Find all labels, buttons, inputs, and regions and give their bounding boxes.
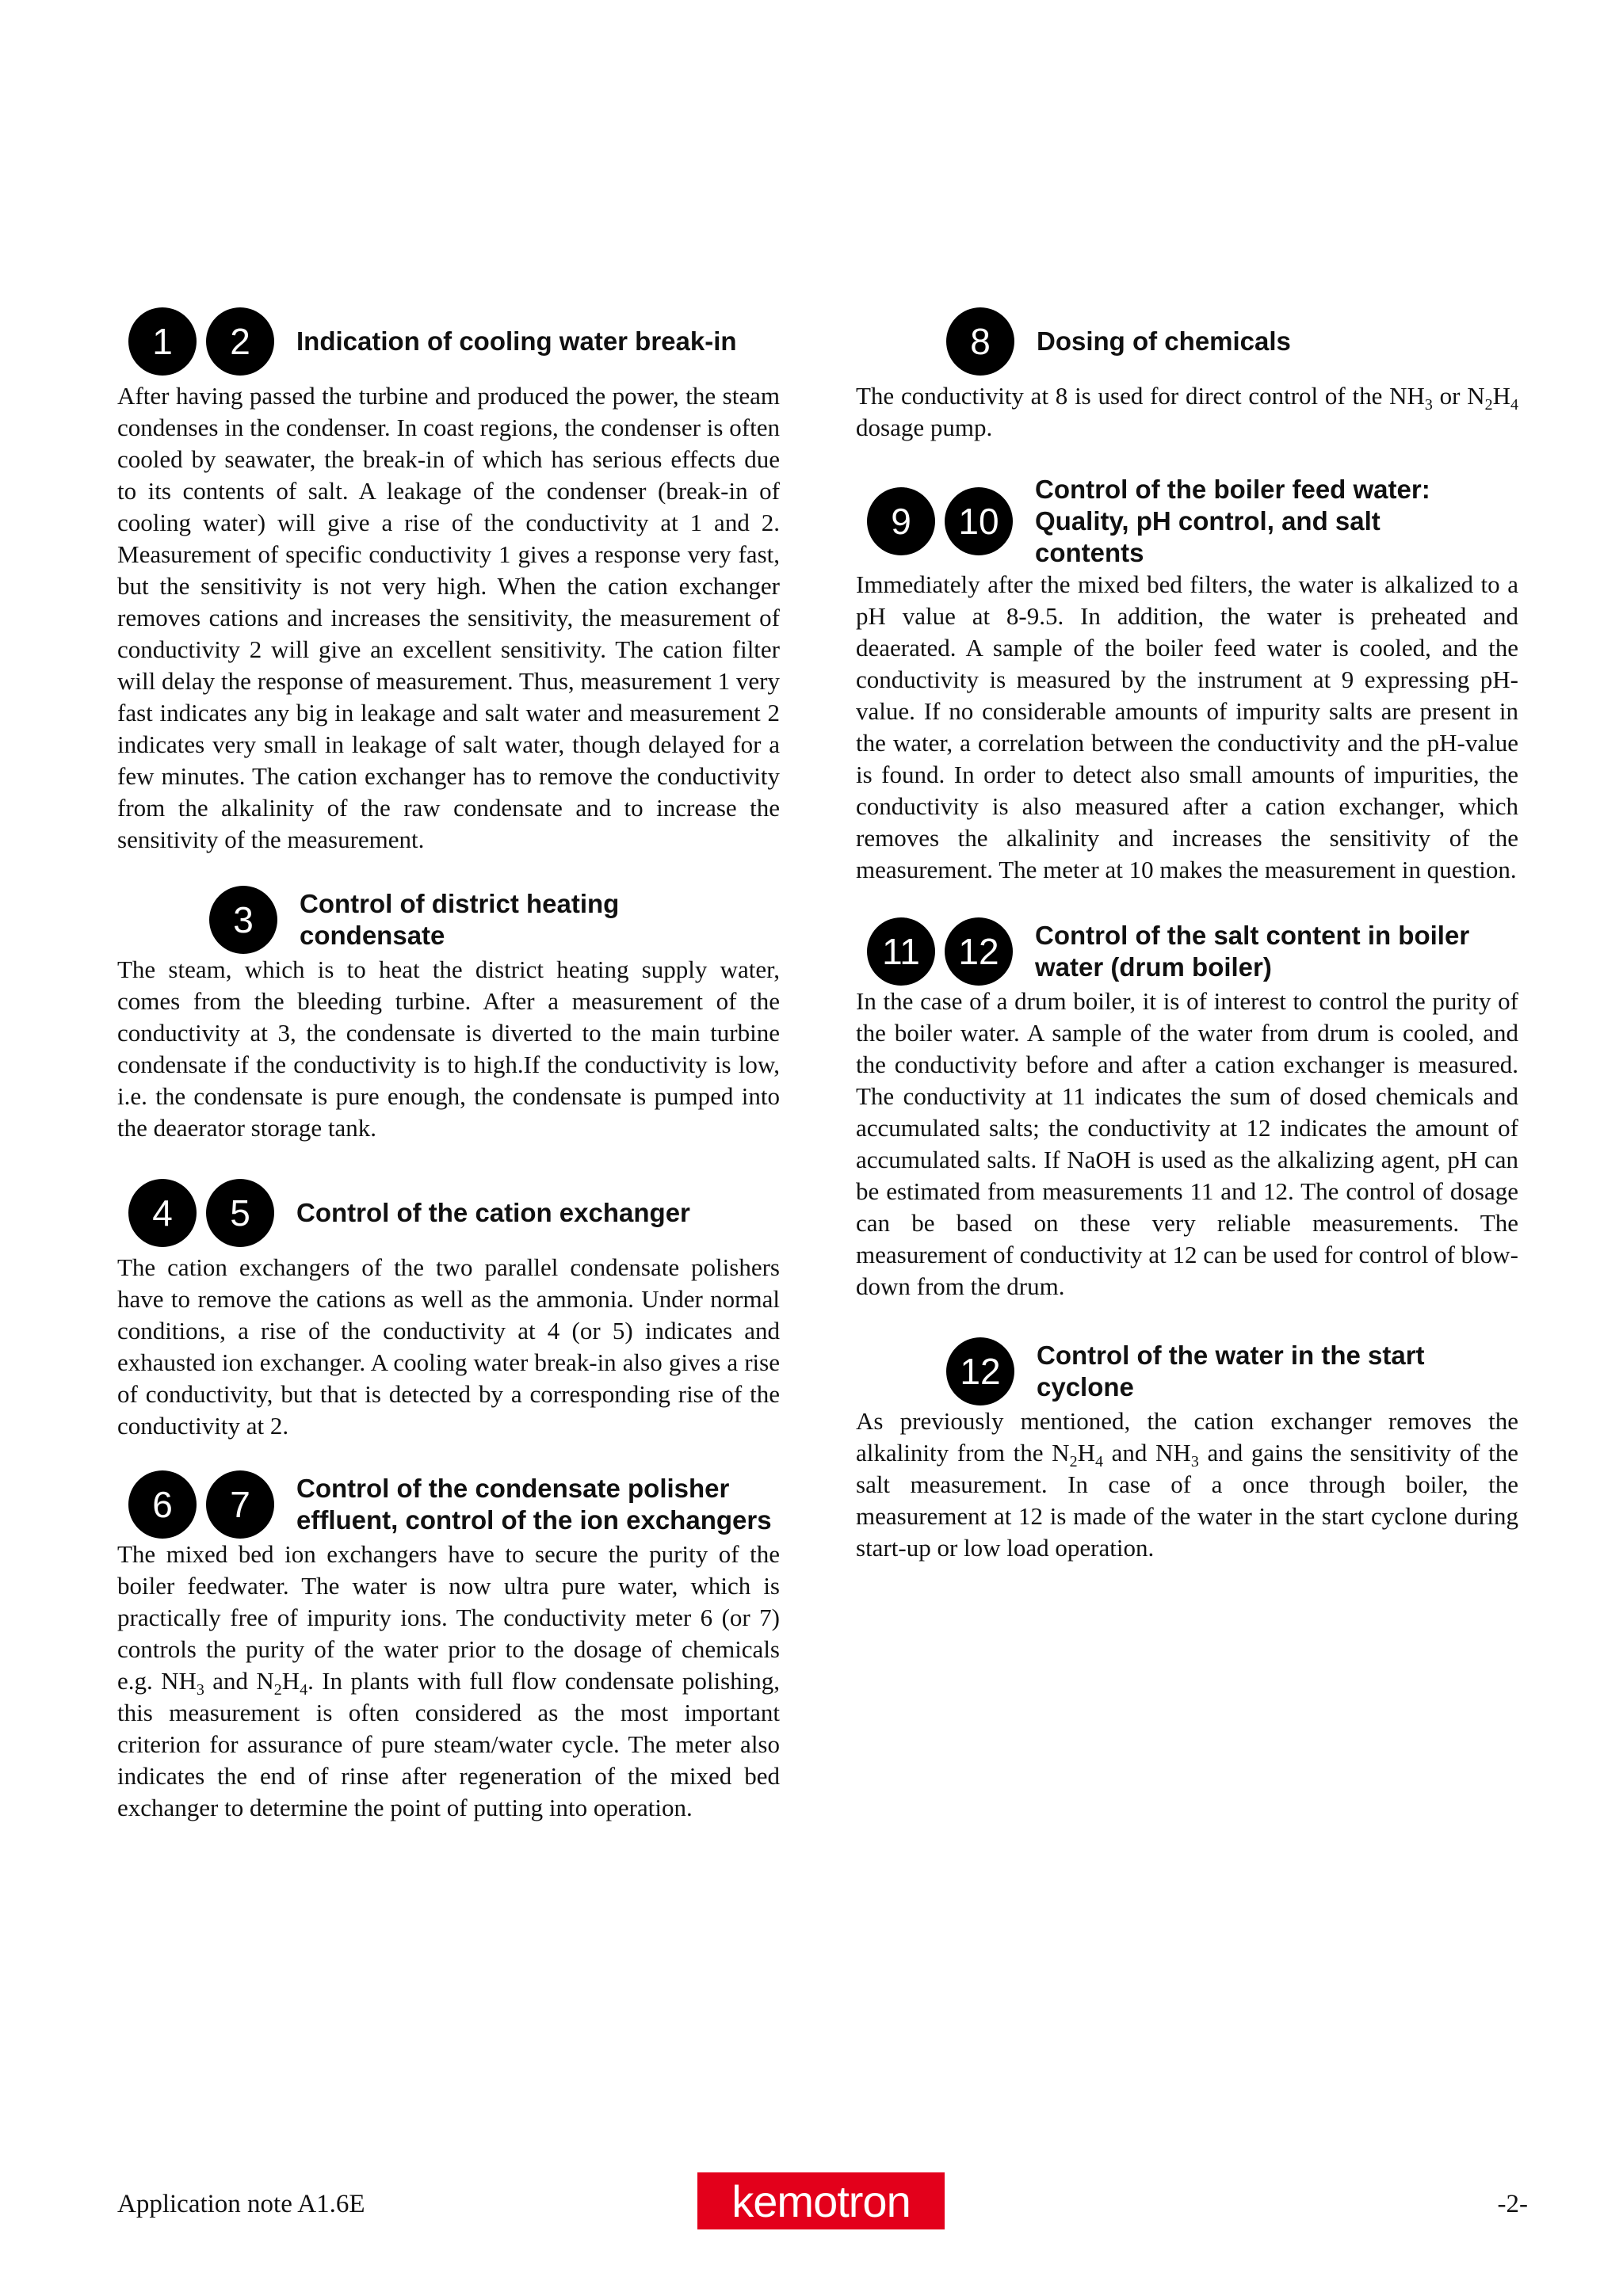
number-badge-12: 12 [946, 1337, 1014, 1405]
badge-group [209, 886, 287, 954]
section-feed-water [867, 474, 1518, 569]
badge-group [128, 307, 284, 376]
section-heading [128, 1470, 780, 1539]
number-badge-7: 7 [206, 1470, 274, 1539]
right-column [856, 307, 1518, 1564]
badge-group [128, 1179, 284, 1247]
section-title: Control of the water in the start cyclone [1037, 1341, 1425, 1402]
section-body: In the case of a drum boiler, it is of interest to control the purity of the boiler water. A sample of the water from drum is cooled, and the conductivity before and after a cation exchanger is measured. The conductivity at 11 indicates the sum of dosed chemicals and accumulated salts; the conductivity at 12 indicates the amount of accumulated salts. If NaOH is used as the alkalizing agent, pH can be estimated from measurements 11 and 12. The control of dosage can be based on these very reliable measurements. The measurement of conductivity at 12 can be used for control of blow-down from the drum. [856, 987, 1518, 1300]
number-badge-12: 12 [945, 917, 1013, 986]
section-body: After having passed the turbine and produced the power, the steam condenses in the condenser. In coast regions, the condenser is often cooled by seawater, the break-in of which has serious effects due to its contents of salt. A leakage of the condenser (break-in of cooling water) will give a rise of the conductivity at 1 and 2. Measurement of specific conductivity 1 gives a response very fast, but the sensitivity is not very high. When the cation exchanger removes cations and increases the sensitivity, the measurement of conductivity 2 will give an excellent sensitivity. The cation filter will delay the response of measurement. Thus, measurement 1 very fast indicates any big in leakage and salt water and measurement 2 indicates very small in leakage of salt water, though delayed for a few minutes. The cation exchanger has to remove the conductivity from the alkalinity of the raw condensate and to increase the sensitivity of the measurement. [117, 382, 780, 853]
page-number: -2- [1497, 2190, 1528, 2218]
number-badge-6: 6 [128, 1470, 197, 1539]
section-body: The cation exchangers of the two parallel condensate polishers have to remove the cations as well as the ammonia. Under normal conditions, a rise of the conductivity at 4 (or 5) indicates and exhausted ion exchanger. A cooling water break-in also gives a rise of conductivity, but that is detected by a corresponding rise of the conductivity at 2. [117, 1253, 780, 1440]
section-district-heating [209, 886, 780, 954]
section-title: Dosing of chemicals [1037, 326, 1291, 356]
section-title: Control of the cation exchanger [296, 1198, 690, 1227]
section-polisher-effluent [128, 1470, 780, 1539]
badge-group [946, 1337, 1024, 1405]
section-cation-exchanger [128, 1179, 780, 1247]
section-heading [867, 474, 1518, 569]
section-body: The steam, which is to heat the district heating supply water, comes from the bleeding turbine. After a measurement of the conductivity at 3, the condensate is diverted to the main turbine condensate if the conductivity is to high.If the conductivity is low, i.e. the condensate is pure enough, the condensate is pumped into the deaerator storage tank. [117, 955, 780, 1142]
number-badge-5: 5 [206, 1179, 274, 1247]
section-dosing [946, 307, 1518, 376]
badge-group [867, 917, 1022, 986]
section-title: Control of district heating condensate [300, 889, 620, 950]
section-cooling-water [128, 307, 780, 376]
number-badge-11: 11 [867, 917, 935, 986]
section-title: Indication of cooling water break-in [296, 326, 737, 356]
number-badge-4: 4 [128, 1179, 197, 1247]
number-badge-9: 9 [867, 487, 935, 555]
section-heading [128, 307, 780, 376]
badge-group [128, 1470, 284, 1539]
section-title: Control of the condensate polisher effluent, control of the ion exchangers [296, 1474, 772, 1535]
number-badge-8: 8 [946, 307, 1014, 376]
section-body: The conductivity at 8 is used for direct control of the $NH_3$ or $N_2H_4$ dosage pump. [856, 382, 1518, 441]
section-drum-boiler [867, 917, 1518, 986]
number-badge-10: 10 [945, 487, 1013, 555]
footer-document-id: Application note A1.6E [117, 2190, 365, 2218]
number-badge-2: 2 [206, 307, 274, 376]
badge-group [867, 487, 1022, 555]
section-heading [867, 917, 1518, 986]
section-title: Control of the salt content in boiler water (drum boiler) [1035, 921, 1470, 982]
badge-group [946, 307, 1024, 376]
number-badge-1: 1 [128, 307, 197, 376]
kemotron-logo: kemotron [697, 2172, 945, 2229]
section-heading [209, 886, 780, 954]
section-heading [128, 1179, 780, 1247]
section-body: The mixed bed ion exchangers have to secure the purity of the boiler feedwater. The water is now ultra pure water, which is practically free of impurity ions. The conductivity meter 6 (or 7) controls the purity of the water prior to the dosage of chemicals e.g. $NH_3$ and $N_2H_4$. In plants with full flow condensate polishing, this measurement is often considered as the most important criterion for assurance of pure steam/water cycle. The meter also indicates the end of rinse after regeneration of the mixed bed exchanger to determine the point of putting into operation. [117, 1540, 780, 1821]
section-start-cyclone [946, 1337, 1518, 1405]
section-title: Control of the boiler feed water: Quality, pH control, and salt contents [1035, 475, 1430, 567]
section-heading [946, 1337, 1518, 1405]
section-heading [946, 307, 1518, 376]
left-column [117, 307, 780, 1824]
section-body: Immediately after the mixed bed filters, the water is alkalized to a pH value at 8-9.5. In addition, the water is preheated and deaerated. A sample of the boiler feed water is cooled, and the conductivity is measured by the instrument at 9 expressing pH-value. If no considerable amounts of impurity salts are present in the water, a correlation between the conductivity and the pH-value is found. In order to detect also small amounts of impurities, the conductivity is also measured after a cation exchanger, which removes the alkalinity and increases the sensitivity of the measurement. The meter at 10 makes the measurement in question. [856, 570, 1518, 883]
number-badge-3: 3 [209, 886, 277, 954]
section-body: As previously mentioned, the cation exchanger removes the alkalinity from the $N_2H_4$ and $NH_3$ and gains the sensitivity of the salt measurement. In case of a once through boiler, the measurement at 12 is made of the water in the start cyclone during start-up or low load operation. [856, 1407, 1518, 1562]
